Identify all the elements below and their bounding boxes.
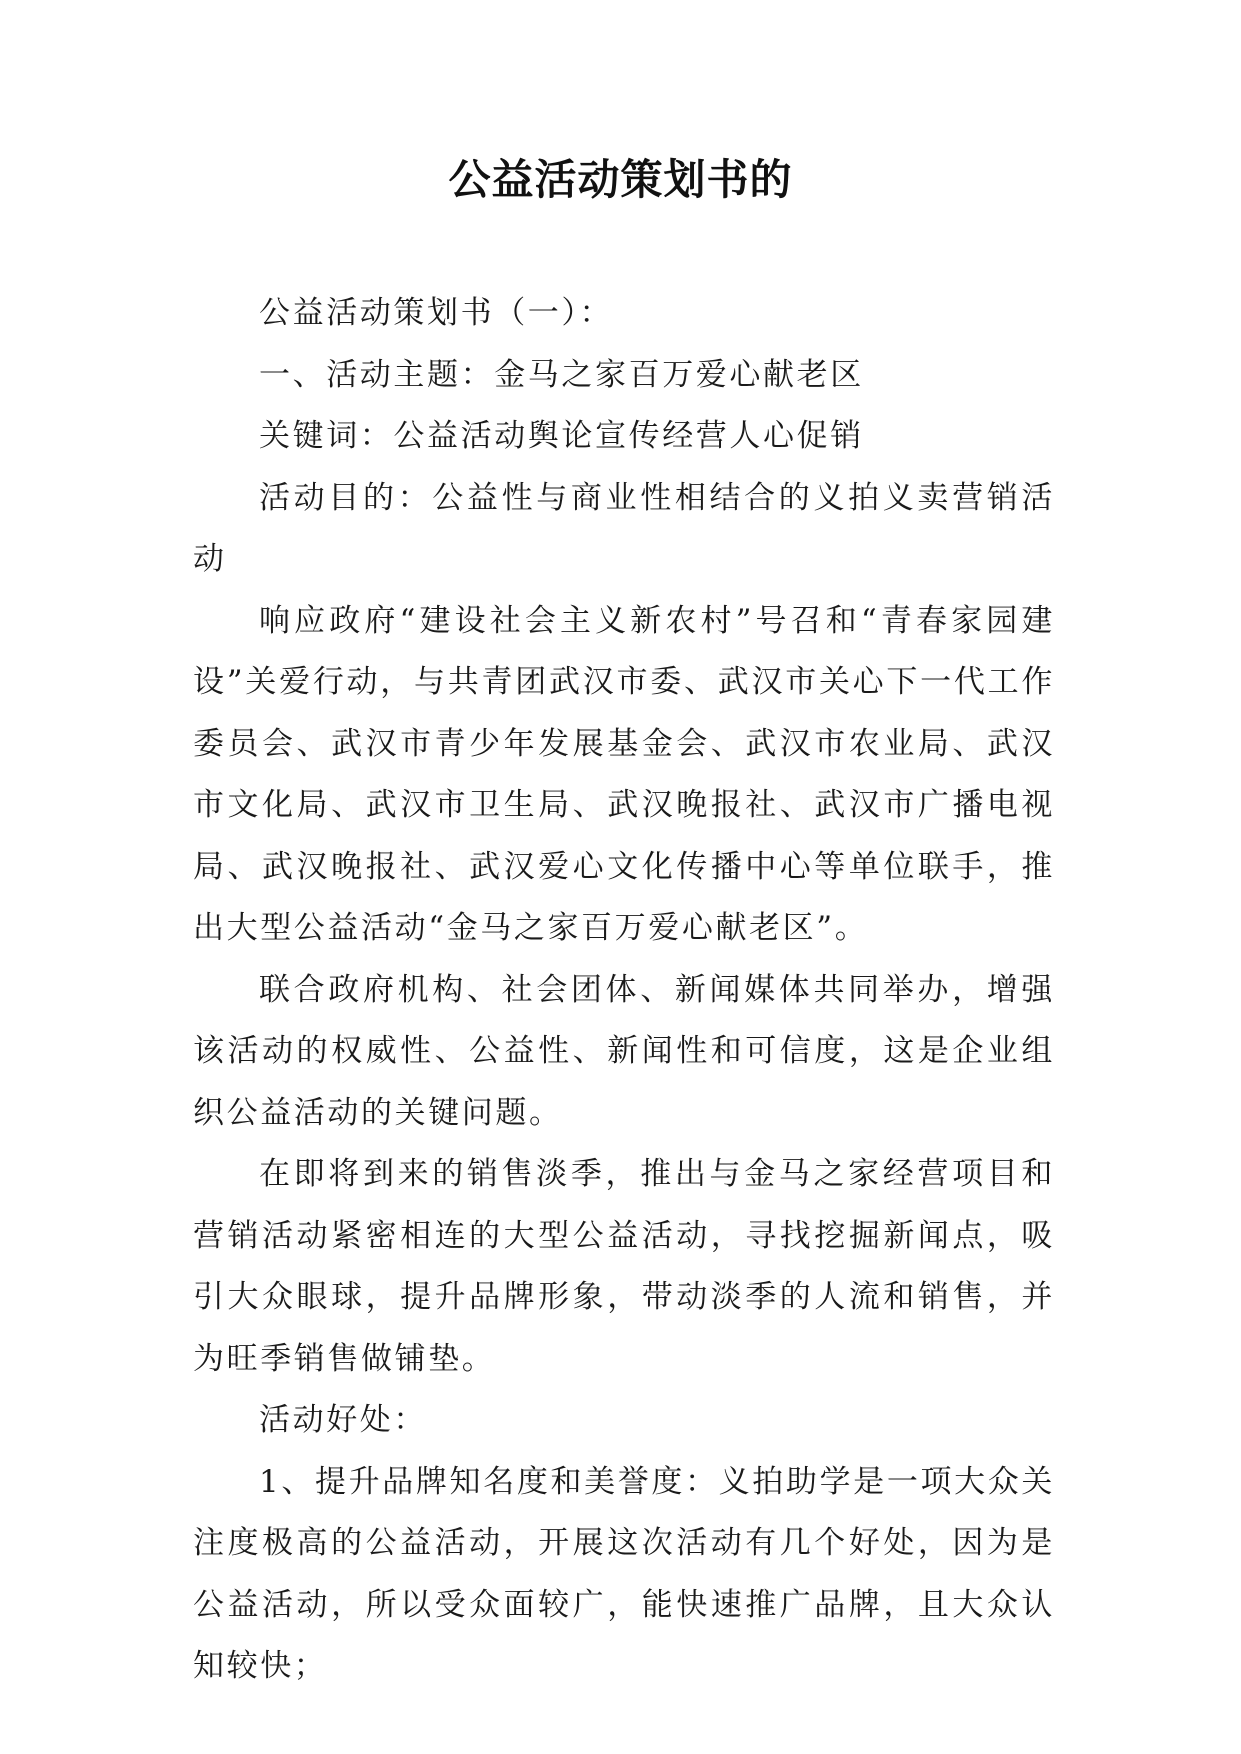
paragraph-cooperation: 联合政府机构、社会团体、新闻媒体共同举办，增强该活动的权威性、公益性、新闻性和可信度，这是企业组织公益活动的关键问题。 — [193, 971, 1055, 1131]
document-body — [193, 283, 1055, 1698]
paragraph-off-season: 在即将到来的销售淡季，推出与金马之家经营项目和营销活动紧密相连的大型公益活动，寻找挖掘新闻点，吸引大众眼球，提升品牌形象，带动淡季的人流和销售，并为旺季销售做铺垫。 — [193, 1156, 1055, 1377]
paragraph-heading: 公益活动策划书（一）： — [259, 295, 614, 331]
document-title: 公益活动策划书的 — [448, 155, 793, 204]
paragraph-benefit-1: 1、提升品牌知名度和美誉度：义拍助学是一项大众关注度极高的公益活动，开展这次活动有几个好处，因为是公益活动，所以受众面较广，能快速推广品牌，且大众认知较快； — [193, 1463, 1055, 1684]
paragraph-theme: 一、活动主题：金马之家百万爱心献老区 — [259, 356, 864, 393]
paragraph-response: 响应政府“建设社会主义新农村”号召和“青春家园建设”关爱行动，与共青团武汉市委、武汉市关心下一代工作委员会、武汉市青少年发展基金会、武汉市农业局、武汉市文化局、武汉市卫生局、武汉晚报社、武汉市广播电视局、武汉晚报社、武汉爱心文化传播中心等单位联手，推出大型公益活动“金马之家百万爱心献老区”。 — [193, 602, 1055, 946]
paragraph-keywords: 关键词：公益活动舆论宣传经营人心促销 — [259, 418, 864, 454]
paragraph-benefits-heading: 活动好处： — [259, 1402, 427, 1438]
paragraph-purpose: 活动目的：公益性与商业性相结合的义拍义卖营销活动 — [193, 479, 1055, 577]
